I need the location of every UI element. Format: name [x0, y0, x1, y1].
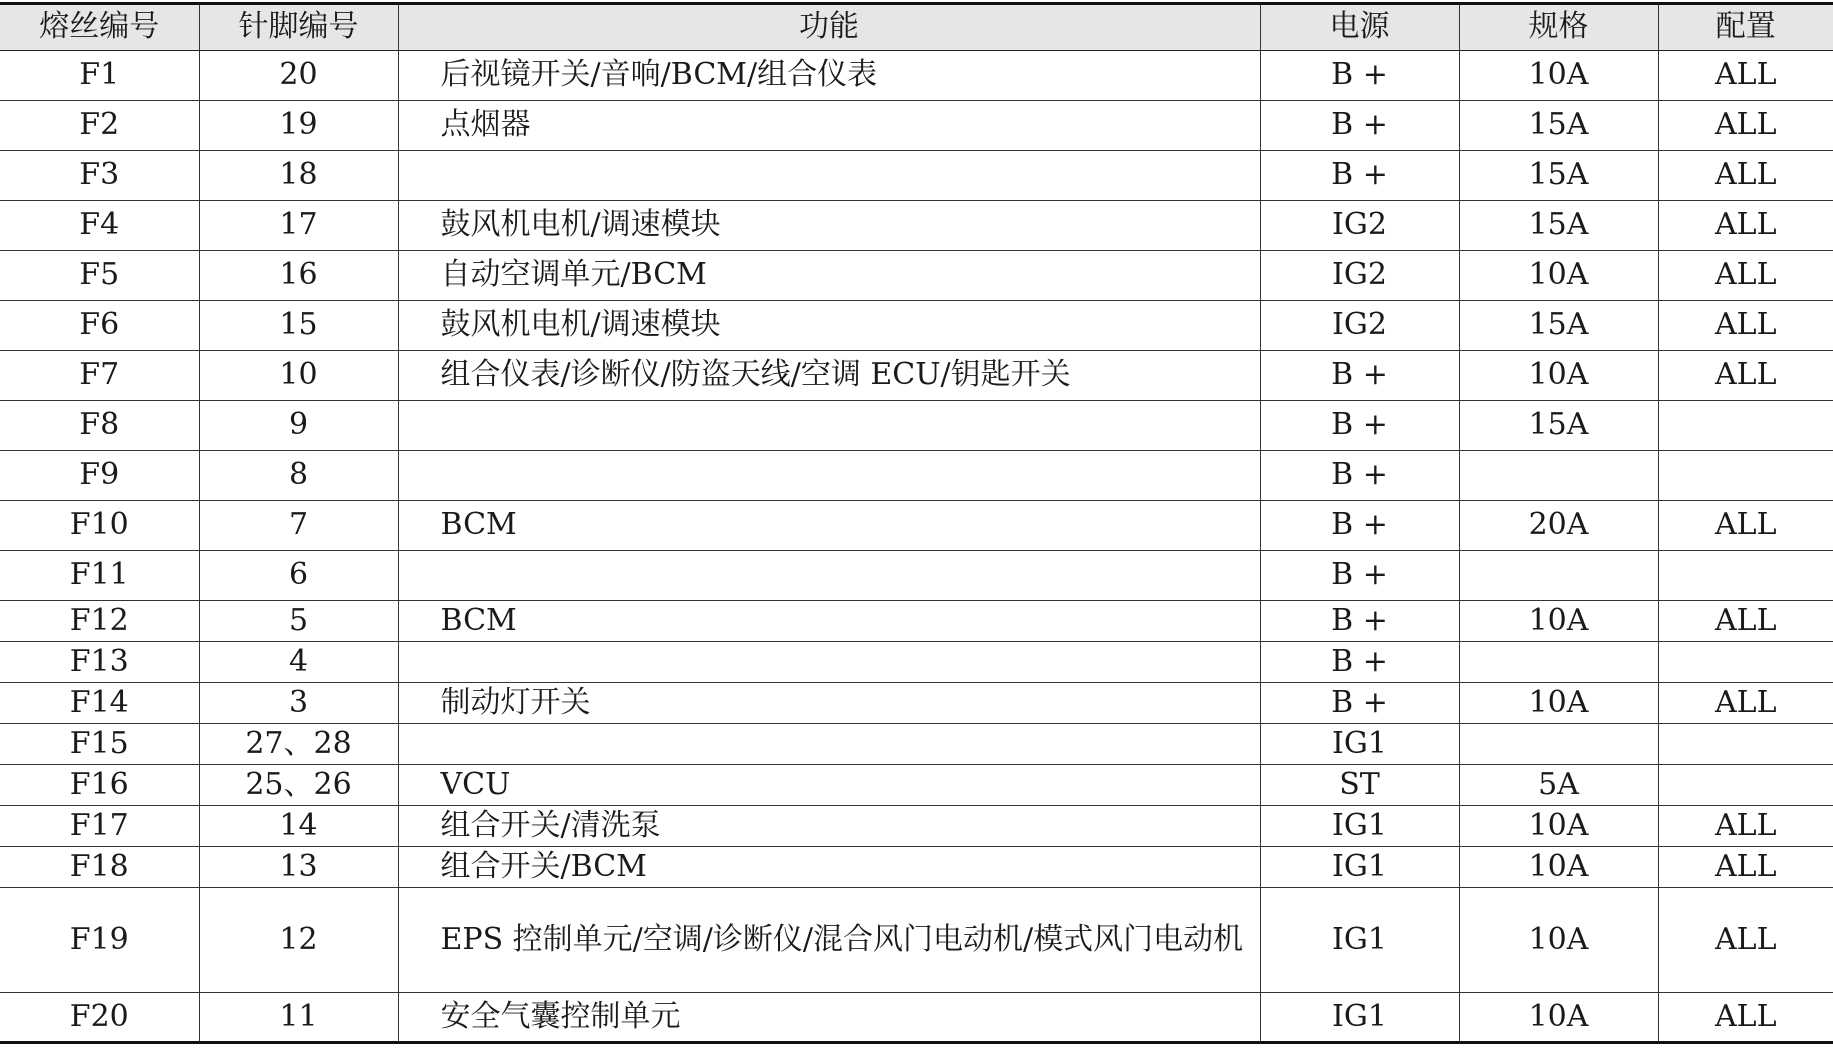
cell-power: B + — [1260, 351, 1459, 401]
cell-power: B + — [1260, 551, 1459, 601]
fuse-table-container — [0, 2, 1833, 1044]
cell-pin: 10 — [199, 351, 398, 401]
cell-function: 自动空调单元/BCM — [398, 251, 1260, 301]
cell-pin: 7 — [199, 501, 398, 551]
cell-pin: 15 — [199, 301, 398, 351]
cell-rating: 10A — [1459, 847, 1658, 888]
cell-config — [1658, 724, 1833, 765]
cell-rating: 5A — [1459, 765, 1658, 806]
cell-power: IG1 — [1260, 724, 1459, 765]
cell-fuse: F7 — [0, 351, 199, 401]
cell-power: B + — [1260, 601, 1459, 642]
cell-rating: 15A — [1459, 151, 1658, 201]
cell-config: ALL — [1658, 351, 1833, 401]
cell-fuse: F10 — [0, 501, 199, 551]
cell-pin: 16 — [199, 251, 398, 301]
cell-function: 后视镜开关/音响/BCM/组合仪表 — [398, 51, 1260, 101]
cell-fuse: F11 — [0, 551, 199, 601]
cell-power: IG2 — [1260, 201, 1459, 251]
cell-fuse: F5 — [0, 251, 199, 301]
cell-fuse: F6 — [0, 301, 199, 351]
cell-fuse: F9 — [0, 451, 199, 501]
cell-power: B + — [1260, 642, 1459, 683]
cell-config: ALL — [1658, 501, 1833, 551]
cell-rating: 10A — [1459, 351, 1658, 401]
table-row — [0, 451, 1833, 501]
header-power-source: 电源 — [1260, 4, 1459, 51]
cell-power: B + — [1260, 501, 1459, 551]
table-row — [0, 401, 1833, 451]
cell-rating: 15A — [1459, 101, 1658, 151]
cell-fuse: F3 — [0, 151, 199, 201]
fuse-table — [0, 2, 1833, 1044]
cell-function: VCU — [398, 765, 1260, 806]
cell-function — [398, 551, 1260, 601]
cell-config: ALL — [1658, 888, 1833, 993]
cell-power: IG2 — [1260, 301, 1459, 351]
cell-config: ALL — [1658, 847, 1833, 888]
cell-power: B + — [1260, 451, 1459, 501]
table-row — [0, 251, 1833, 301]
cell-rating: 10A — [1459, 683, 1658, 724]
header-row — [0, 4, 1833, 51]
cell-power: IG2 — [1260, 251, 1459, 301]
table-row — [0, 501, 1833, 551]
cell-pin: 5 — [199, 601, 398, 642]
cell-power: IG1 — [1260, 888, 1459, 993]
cell-power: B + — [1260, 101, 1459, 151]
cell-config: ALL — [1658, 301, 1833, 351]
table-row — [0, 806, 1833, 847]
header-function: 功能 — [398, 4, 1260, 51]
cell-fuse: F19 — [0, 888, 199, 993]
cell-function: EPS 控制单元/空调/诊断仪/混合风门电动机/模式风门电动机 — [398, 888, 1260, 993]
cell-config: ALL — [1658, 993, 1833, 1043]
table-row — [0, 201, 1833, 251]
cell-pin: 12 — [199, 888, 398, 993]
cell-function: 安全气囊控制单元 — [398, 993, 1260, 1043]
cell-pin: 4 — [199, 642, 398, 683]
cell-power: IG1 — [1260, 847, 1459, 888]
cell-fuse: F17 — [0, 806, 199, 847]
cell-config: ALL — [1658, 101, 1833, 151]
cell-fuse: F13 — [0, 642, 199, 683]
cell-power: B + — [1260, 151, 1459, 201]
cell-rating: 15A — [1459, 401, 1658, 451]
cell-config — [1658, 401, 1833, 451]
table-row — [0, 724, 1833, 765]
cell-pin: 17 — [199, 201, 398, 251]
cell-rating — [1459, 451, 1658, 501]
cell-pin: 6 — [199, 551, 398, 601]
cell-fuse: F16 — [0, 765, 199, 806]
cell-pin: 18 — [199, 151, 398, 201]
table-row — [0, 551, 1833, 601]
cell-power: B + — [1260, 683, 1459, 724]
cell-fuse: F2 — [0, 101, 199, 151]
header-configuration: 配置 — [1658, 4, 1833, 51]
cell-power: B + — [1260, 51, 1459, 101]
cell-fuse: F4 — [0, 201, 199, 251]
cell-power: IG1 — [1260, 993, 1459, 1043]
cell-pin: 27、28 — [199, 724, 398, 765]
cell-fuse: F8 — [0, 401, 199, 451]
cell-pin: 19 — [199, 101, 398, 151]
cell-power: ST — [1260, 765, 1459, 806]
cell-config — [1658, 451, 1833, 501]
cell-config: ALL — [1658, 51, 1833, 101]
cell-pin: 20 — [199, 51, 398, 101]
cell-fuse: F14 — [0, 683, 199, 724]
cell-fuse: F1 — [0, 51, 199, 101]
header-rating: 规格 — [1459, 4, 1658, 51]
cell-rating — [1459, 551, 1658, 601]
cell-rating: 20A — [1459, 501, 1658, 551]
table-row — [0, 765, 1833, 806]
cell-rating: 10A — [1459, 806, 1658, 847]
header-fuse-number: 熔丝编号 — [0, 4, 199, 51]
table-row — [0, 351, 1833, 401]
cell-function: BCM — [398, 601, 1260, 642]
cell-function — [398, 642, 1260, 683]
table-row — [0, 847, 1833, 888]
cell-fuse: F15 — [0, 724, 199, 765]
cell-function: BCM — [398, 501, 1260, 551]
cell-function — [398, 151, 1260, 201]
cell-function: 组合仪表/诊断仪/防盗天线/空调 ECU/钥匙开关 — [398, 351, 1260, 401]
cell-config: ALL — [1658, 601, 1833, 642]
cell-rating — [1459, 642, 1658, 683]
header-pin-number: 针脚编号 — [199, 4, 398, 51]
cell-pin: 8 — [199, 451, 398, 501]
cell-pin: 9 — [199, 401, 398, 451]
cell-fuse: F18 — [0, 847, 199, 888]
cell-config: ALL — [1658, 683, 1833, 724]
cell-config: ALL — [1658, 151, 1833, 201]
cell-config — [1658, 765, 1833, 806]
cell-config: ALL — [1658, 251, 1833, 301]
cell-rating: 10A — [1459, 251, 1658, 301]
table-row — [0, 642, 1833, 683]
cell-function — [398, 401, 1260, 451]
cell-function: 点烟器 — [398, 101, 1260, 151]
cell-rating: 10A — [1459, 993, 1658, 1043]
cell-power: B + — [1260, 401, 1459, 451]
cell-function: 组合开关/BCM — [398, 847, 1260, 888]
cell-pin: 13 — [199, 847, 398, 888]
table-row — [0, 51, 1833, 101]
table-row — [0, 601, 1833, 642]
cell-rating — [1459, 724, 1658, 765]
cell-function: 鼓风机电机/调速模块 — [398, 201, 1260, 251]
table-row — [0, 101, 1833, 151]
table-row — [0, 683, 1833, 724]
cell-rating: 10A — [1459, 51, 1658, 101]
cell-rating: 15A — [1459, 301, 1658, 351]
cell-function — [398, 724, 1260, 765]
table-row — [0, 301, 1833, 351]
cell-rating: 15A — [1459, 201, 1658, 251]
cell-fuse: F12 — [0, 601, 199, 642]
cell-function: 组合开关/清洗泵 — [398, 806, 1260, 847]
cell-config: ALL — [1658, 201, 1833, 251]
cell-config — [1658, 642, 1833, 683]
table-row — [0, 888, 1833, 993]
cell-rating: 10A — [1459, 601, 1658, 642]
cell-function: 鼓风机电机/调速模块 — [398, 301, 1260, 351]
table-row — [0, 151, 1833, 201]
cell-function — [398, 451, 1260, 501]
cell-pin: 3 — [199, 683, 398, 724]
cell-config — [1658, 551, 1833, 601]
cell-config: ALL — [1658, 806, 1833, 847]
cell-power: IG1 — [1260, 806, 1459, 847]
cell-pin: 25、26 — [199, 765, 398, 806]
table-row — [0, 993, 1833, 1043]
cell-pin: 11 — [199, 993, 398, 1043]
cell-function: 制动灯开关 — [398, 683, 1260, 724]
cell-pin: 14 — [199, 806, 398, 847]
cell-fuse: F20 — [0, 993, 199, 1043]
cell-rating: 10A — [1459, 888, 1658, 993]
